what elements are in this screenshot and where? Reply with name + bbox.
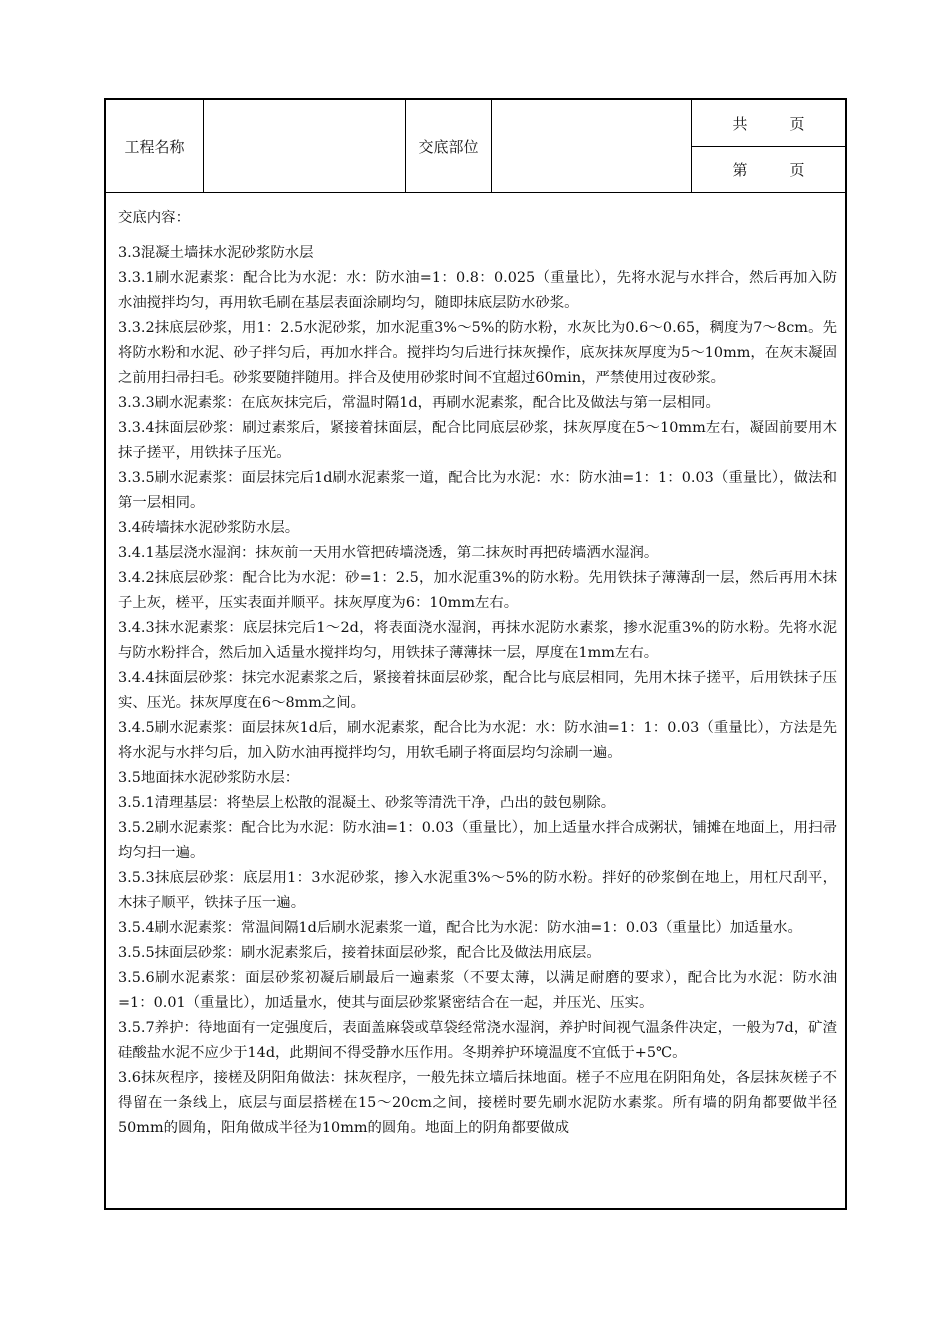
total-pages — [692, 100, 845, 146]
paragraph: 3.5.4刷水泥素浆：常温间隔1d后刷水泥素浆一道，配合比为水泥：防水油=1：0.03（重量比）加适量水。 — [118, 920, 802, 936]
header-table — [106, 100, 845, 193]
project-name-value — [204, 100, 406, 192]
paragraph: 3.5地面抹水泥砂浆防水层： — [118, 770, 300, 786]
paragraph: 3.5.3抹底层砂浆：底层用1：3水泥砂浆，掺入水泥重3%～5%的防水粉。拌好的砂浆倒在地上，用杠尺刮平，木抹子顺平，铁抹子压一遍。 — [118, 870, 837, 911]
paragraph: 3.5.2刷水泥素浆：配合比为水泥：防水油=1：0.03（重量比），加上适量水拌合成粥状，铺摊在地面上，用扫帚均匀扫一遍。 — [118, 820, 837, 861]
paragraph: 3.4.5刷水泥素浆：面层抹灰1d后，刷水泥素浆，配合比为水泥：水：防水油=1：1：0.03（重量比），方法是先将水泥与水拌匀后，加入防水油再搅拌均匀，用软毛刷子将面层均匀涂刷一遍。 — [118, 720, 837, 761]
paragraph: 3.4.3抹水泥素浆：底层抹完后1～2d，将表面浇水湿润，再抹水泥防水素浆，掺水泥重3%的防水粉。先将水泥与防水粉拌合，然后加入适量水搅拌均匀，用铁抹子薄薄抹一层，厚度在1mm左右。 — [118, 620, 837, 661]
current-page — [692, 146, 845, 192]
location-label: 交底部位 — [406, 100, 492, 192]
paragraph: 3.5.1清理基层：将垫层上松散的混凝土、砂浆等清洗干净，凸出的鼓包剔除。 — [118, 795, 616, 811]
page-count-cell — [692, 100, 845, 192]
paragraph: 3.5.6刷水泥素浆：面层砂浆初凝后刷最后一遍素浆（不要太薄，以满足耐磨的要求），配合比为水泥：防水油=1：0.01（重量比），加适量水，使其与面层砂浆紧密结合在一起，并压光、压实。 — [118, 970, 837, 1011]
paragraph: 3.5.5抹面层砂浆：刷水泥素浆后，接着抹面层砂浆，配合比及做法用底层。 — [118, 945, 601, 961]
paragraph: 3.3.1刷水泥素浆：配合比为水泥：水：防水油=1：0.8：0.025（重量比），先将水泥与水拌合，然后再加入防水油搅拌均匀，再用软毛刷在基层表面涂刷均匀，随即抹底层防水砂浆。 — [118, 270, 837, 311]
paragraph: 3.4.1基层浇水湿润：抹灰前一天用水管把砖墙浇透，第二抹灰时再把砖墙洒水湿润。 — [118, 545, 659, 561]
paragraph: 3.5.7养护：待地面有一定强度后，表面盖麻袋或草袋经常浇水湿润，养护时间视气温条件决定，一般为7d，矿渣硅酸盐水泥不应少于14d，此期间不得受静水压作用。冬期养护环境温度不宜低于+5℃。 — [118, 1020, 837, 1061]
paragraph: 3.4砖墙抹水泥砂浆防水层。 — [118, 520, 300, 536]
current-page-suffix: 页 — [789, 161, 805, 179]
paragraph: 3.3.2抹底层砂浆，用1：2.5水泥砂浆，加水泥重3%～5%的防水粉，水灰比为0.6～0.65，稠度为7～8cm。先将防水粉和水泥、砂子拌匀后，再加水拌合。搅拌均匀后进行抹灰操作，底灰抹灰厚度为5～10mm，在灰末凝固之前用扫帚扫毛。砂浆要随拌随用。拌合及使用砂浆时间不宜超过60min，严禁使用过夜砂浆。 — [118, 320, 837, 386]
location-value — [492, 100, 692, 192]
current-page-prefix: 第 — [732, 161, 748, 179]
paragraph: 3.3混凝土墙抹水泥砂浆防水层 — [118, 245, 314, 261]
project-name-label: 工程名称 — [106, 100, 204, 192]
paragraph: 3.3.5刷水泥素浆：面层抹完后1d刷水泥素浆一道，配合比为水泥：水：防水油=1：1：0.03（重量比），做法和第一层相同。 — [118, 470, 837, 511]
disclosure-content — [118, 206, 837, 1141]
total-pages-suffix: 页 — [789, 114, 805, 133]
disclosure-sheet — [104, 98, 847, 1210]
paragraph: 3.3.4抹面层砂浆：刷过素浆后，紧接着抹面层，配合比同底层砂浆，抹灰厚度在5～10mm左右，凝固前要用木抹子搓平，用铁抹子压光。 — [118, 420, 837, 461]
total-pages-prefix: 共 — [732, 114, 748, 133]
paragraph: 3.3.3刷水泥素浆：在底灰抹完后，常温时隔1d，再刷水泥素浆，配合比及做法与第一层相同。 — [118, 395, 720, 411]
paragraph: 3.4.2抹底层砂浆：配合比为水泥：砂=1：2.5，加水泥重3%的防水粉。先用铁抹子薄薄刮一层，然后再用木抹子上灰，槎平，压实表面并顺平。抹灰厚度为6：10mm左右。 — [118, 570, 837, 611]
paragraph: 3.6抹灰程序，接槎及阴阳角做法：抹灰程序，一般先抹立墙后抹地面。槎子不应甩在阴阳角处，各层抹灰槎子不得留在一条线上，底层与面层搭槎在15～20cm之间，接槎时要先刷水泥防水素浆。所有墙的阴角都要做半径50mm的圆角，阳角做成半径为10mm的圆角。地面上的阴角都要做成 — [118, 1070, 837, 1136]
paragraph: 3.4.4抹面层砂浆：抹完水泥素浆之后，紧接着抹面层砂浆，配合比与底层相同，先用木抹子搓平，后用铁抹子压实、压光。抹灰厚度在6～8mm之间。 — [118, 670, 837, 711]
content-intro: 交底内容： — [118, 210, 190, 226]
